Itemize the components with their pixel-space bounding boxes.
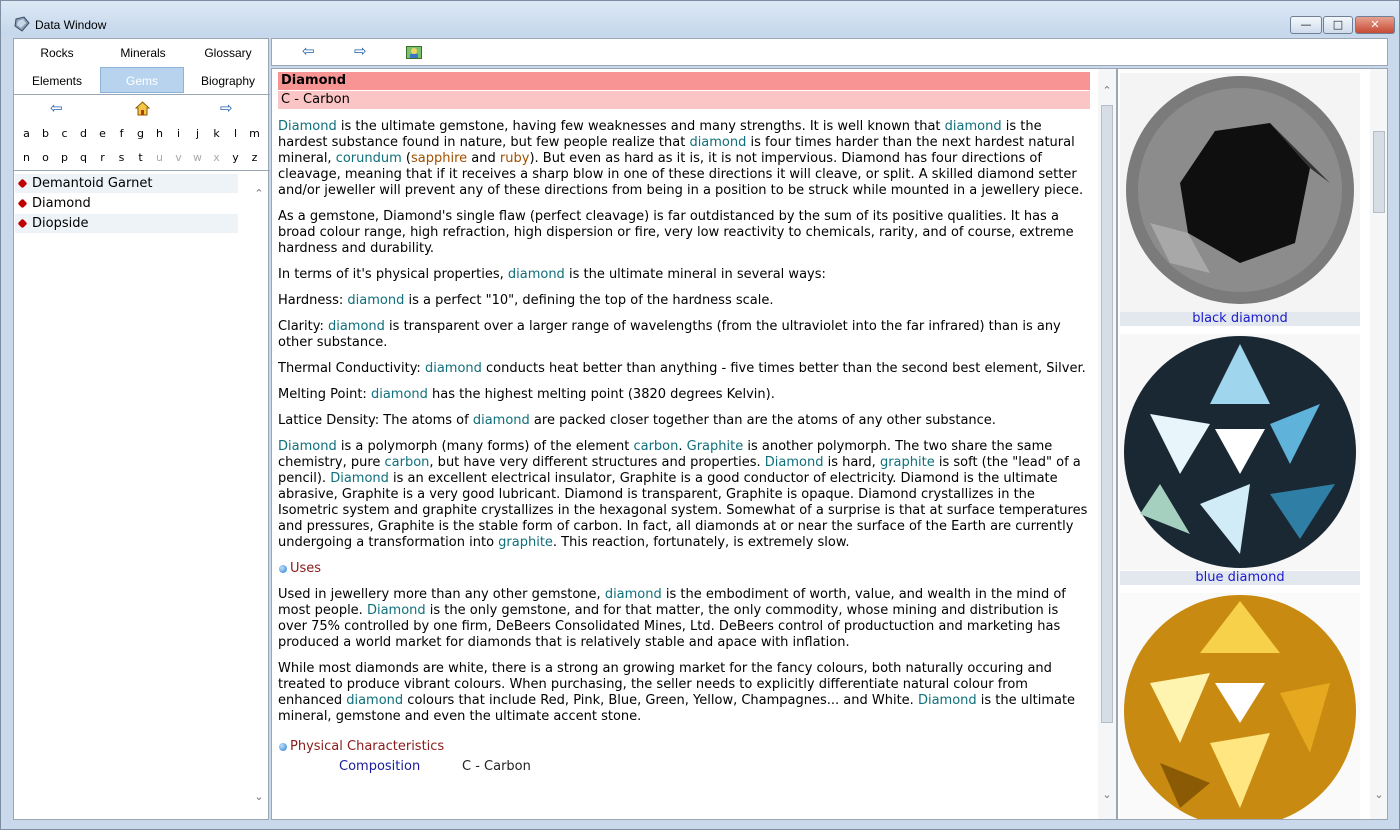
content-panel: [271, 68, 1117, 820]
list-scroll-up-button[interactable]: ⌃: [254, 187, 264, 200]
term-link[interactable]: Diamond: [764, 455, 824, 470]
back-arrow-icon[interactable]: ⇦: [50, 99, 63, 117]
term-link[interactable]: diamond: [346, 693, 404, 708]
section-heading: Physical Characteristics: [290, 739, 445, 754]
letter-index-row-2: [17, 151, 267, 165]
home-icon[interactable]: [135, 101, 150, 116]
term-link[interactable]: Diamond: [278, 119, 337, 134]
term-link[interactable]: Diamond: [330, 471, 389, 486]
paragraph: [278, 293, 1090, 309]
term-link[interactable]: diamond: [327, 319, 385, 334]
letter-link[interactable]: s: [118, 151, 125, 164]
letter-link[interactable]: m: [249, 127, 260, 140]
text: In terms of it's physical properties,: [278, 267, 508, 282]
divider: [14, 94, 270, 95]
term-link[interactable]: diamond: [472, 413, 530, 428]
text: are packed closer together than are the atoms of any other substance.: [529, 413, 996, 428]
paragraph: [278, 119, 1090, 199]
paragraph: [278, 439, 1090, 551]
term-link[interactable]: diamond: [370, 387, 428, 402]
gem-bullet-icon: [18, 219, 28, 229]
image-scroll-thumb[interactable]: [1373, 131, 1385, 213]
text: Used in jewellery more than any other gemstone,: [278, 587, 605, 602]
text: is hard,: [823, 455, 880, 470]
paragraph: [278, 361, 1090, 377]
letter-link[interactable]: p: [61, 151, 68, 164]
list-item-label: Diopside: [32, 216, 89, 231]
text: is transparent over a larger range of wavelengths (from the ultraviolet into the far infrared) than is any other substance.: [278, 319, 1061, 350]
black-diamond-image[interactable]: [1120, 73, 1360, 313]
tab-rocks[interactable]: Rocks: [40, 46, 74, 60]
tab-minerals[interactable]: Minerals: [120, 46, 166, 60]
image-scrollbar[interactable]: [1370, 69, 1388, 819]
section-physical[interactable]: [278, 739, 1090, 755]
content-scroll-thumb[interactable]: [1101, 105, 1113, 723]
property-row: [278, 759, 1090, 775]
text: is soft (the "lead" of a pencil).: [278, 455, 1081, 486]
letter-link[interactable]: g: [137, 127, 144, 140]
image-scroll-down-button[interactable]: ⌄: [1374, 788, 1384, 801]
letter-link[interactable]: x: [213, 151, 220, 164]
text: is four times harder than the next hardest natural mineral,: [278, 135, 1075, 166]
letter-link[interactable]: a: [23, 127, 30, 140]
letter-link[interactable]: r: [100, 151, 105, 164]
letter-link[interactable]: c: [61, 127, 68, 140]
list-item[interactable]: [15, 174, 238, 193]
close-button[interactable]: ✕: [1355, 16, 1395, 34]
letter-link[interactable]: o: [42, 151, 49, 164]
list-item-label: Diamond: [32, 196, 91, 211]
text: conducts heat better than anything - five times better than the second best element, Silver.: [481, 361, 1086, 376]
section-bullet-icon: [279, 565, 287, 573]
text: Melting Point:: [278, 387, 371, 402]
tab-biography[interactable]: Biography: [200, 74, 256, 88]
term-link[interactable]: Diamond: [366, 603, 426, 618]
text: colours that include Red, Pink, Blue, Green, Yellow, Champagnes... and White.: [403, 693, 918, 708]
paragraph: As a gemstone, Diamond's single flaw (perfect cleavage) is far outdistanced by the sum of its positive qualities. It has a broad colour range, high refraction, high dispersion or fire, very low reactivity to chemicals, rarity, and of course, extreme hardness and durability.: [278, 209, 1074, 256]
property-label: Composition: [339, 759, 421, 774]
text: ). But even as hard as it is, it is not impervious. Diamond has four directions of cleavage, meaning that if it receives a sharp blow in one of these directions it will cleave, or split. A skilled diamond setter and/or jeweller will prevent any of these directions from being in a position to be struck while mounted in a jewellery piece.: [278, 151, 1084, 198]
letter-link[interactable]: z: [251, 151, 258, 164]
letter-link[interactable]: q: [80, 151, 87, 164]
text: has the highest melting point (3820 degrees Kelvin).: [427, 387, 775, 402]
term-link[interactable]: sapphire: [411, 151, 468, 166]
letter-link[interactable]: j: [195, 127, 200, 140]
text: is another polymorph. The two share the same chemistry, pure: [278, 439, 1053, 470]
text: Lattice Density: The atoms of: [278, 413, 473, 428]
term-link[interactable]: Diamond: [278, 439, 337, 454]
text: While most diamonds are white, there is a strong an growing market for the fancy colours, both naturally occuring and treated to produce vibrant colours. When purchasing, the seller needs to explicitly differentiate natural colour from enhanced: [278, 661, 1052, 708]
term-link[interactable]: graphite: [498, 535, 553, 550]
section-bullet-icon: [279, 743, 287, 751]
text: Hardness:: [278, 293, 348, 308]
maximize-button[interactable]: □: [1323, 16, 1353, 34]
minimize-button[interactable]: —: [1290, 16, 1322, 34]
text: Thermal Conductivity:: [278, 361, 425, 376]
gem-bullet-icon: [18, 179, 28, 189]
letter-index-row-1: [17, 127, 267, 141]
term-link[interactable]: Diamond: [917, 693, 977, 708]
left-panel: [13, 38, 269, 820]
letter-link[interactable]: n: [23, 151, 30, 164]
term-link[interactable]: carbon: [633, 439, 679, 454]
paragraph: [278, 661, 1090, 725]
text: is the ultimate mineral, gemstone and even the ultimate accent stone.: [278, 693, 1076, 724]
image-caption[interactable]: blue diamond: [1120, 571, 1360, 585]
content-scroll-up-button[interactable]: ⌃: [1102, 84, 1112, 97]
property-value: C - Carbon: [462, 759, 531, 774]
article-subtitle: C - Carbon: [278, 91, 1090, 109]
tab-glossary[interactable]: Glossary: [204, 46, 252, 60]
text: , but have very different structures and properties.: [429, 455, 765, 470]
content-scroll-down-button[interactable]: ⌄: [1102, 788, 1112, 801]
term-link[interactable]: Graphite: [686, 439, 744, 454]
content-toolbar: [271, 38, 1388, 66]
text: is the embodiment of worth, value, and wealth in the mind of most people.: [278, 587, 1066, 618]
letter-link[interactable]: v: [175, 151, 182, 164]
letter-link[interactable]: h: [156, 127, 163, 140]
article: [278, 72, 1090, 775]
text: is the ultimate gemstone, having few weaknesses and many strengths. It is well known that: [336, 119, 945, 134]
term-link[interactable]: carbon: [384, 455, 430, 470]
blue-diamond-image[interactable]: [1120, 334, 1360, 570]
text: and: [467, 151, 500, 166]
letter-link[interactable]: b: [42, 127, 49, 140]
term-link[interactable]: diamond: [689, 135, 747, 150]
paragraph: [278, 267, 1090, 283]
tab-gems[interactable]: Gems: [100, 67, 184, 93]
content-scrollbar[interactable]: [1098, 69, 1116, 819]
text: Clarity:: [278, 319, 328, 334]
picture-icon[interactable]: [406, 46, 422, 59]
text: (: [401, 151, 412, 166]
image-panel: [1117, 68, 1388, 820]
text: is the hardest substance found in nature, but few people realize that: [278, 119, 1042, 150]
paragraph: [278, 319, 1090, 351]
letter-link[interactable]: e: [99, 127, 106, 140]
article-title: Diamond: [278, 72, 1090, 90]
term-link[interactable]: diamond: [424, 361, 482, 376]
letter-link[interactable]: l: [233, 127, 238, 140]
yellow-diamond-image[interactable]: [1120, 593, 1360, 820]
term-link[interactable]: diamond: [944, 119, 1002, 134]
term-link[interactable]: diamond: [507, 267, 565, 282]
letter-link[interactable]: w: [193, 151, 202, 164]
tab-elements[interactable]: Elements: [31, 74, 83, 88]
term-link[interactable]: corundum: [335, 151, 402, 166]
forward-arrow-icon[interactable]: ⇨: [220, 99, 233, 117]
section-uses[interactable]: [278, 561, 1090, 577]
letter-link[interactable]: d: [80, 127, 87, 140]
section-heading: Uses: [290, 561, 322, 576]
content-back-icon[interactable]: ⇦: [302, 42, 315, 60]
list-item[interactable]: [15, 194, 238, 213]
text: is an excellent electrical insulator, Graphite is a good conductor of electricity. Diamond is the ultimate abrasive, Graphite is a very good lubricant. Diamond is transparent, Graphite is opaque. Diamond crystallizes in the Isometric system and graphite crystallizes in the hexagonal system. Somewhat of a surprise is that at surface temperatures and pressures, Graphite is the stable form of carbon. In fact, all diamonds at or near the surface of the Earth are currently undergoing a transformation into: [278, 471, 1088, 550]
term-link[interactable]: diamond: [604, 587, 662, 602]
letter-link[interactable]: f: [119, 127, 124, 140]
title-bar: [0, 0, 1400, 36]
paragraph: [278, 413, 1090, 429]
term-link[interactable]: graphite: [879, 455, 935, 470]
app-icon: [14, 16, 30, 32]
letter-link[interactable]: t: [138, 151, 143, 164]
text: .: [678, 439, 687, 454]
image-caption[interactable]: black diamond: [1120, 312, 1360, 326]
term-link[interactable]: diamond: [347, 293, 405, 308]
letter-link[interactable]: i: [176, 127, 181, 140]
content-forward-icon[interactable]: ⇨: [354, 42, 367, 60]
letter-link[interactable]: u: [156, 151, 163, 164]
letter-link[interactable]: y: [232, 151, 239, 164]
window-title: Data Window: [35, 18, 107, 32]
paragraph: [278, 387, 1090, 403]
list-scroll-down-button[interactable]: ⌄: [254, 790, 264, 803]
text: is the only gemstone, and for that matter, the only commodity, whose mining and distribution is over 75% controlled by one firm, DeBeers Consolidated Mines, Ltd. DeBeers control of productuction and marketing has produced a world market for diamonds that is relatively stable and apace with inflation.: [278, 603, 1061, 650]
gem-bullet-icon: [18, 199, 28, 209]
letter-link[interactable]: k: [213, 127, 220, 140]
text: is the ultimate mineral in several ways:: [564, 267, 826, 282]
text: is a perfect "10", defining the top of the hardness scale.: [404, 293, 774, 308]
paragraph: [278, 587, 1090, 651]
list-item[interactable]: [15, 214, 238, 233]
term-link[interactable]: ruby: [499, 151, 530, 166]
list-item-label: Demantoid Garnet: [32, 176, 153, 191]
text: is a polymorph (many forms) of the element: [336, 439, 634, 454]
divider: [14, 170, 270, 171]
text: . This reaction, fortunately, is extremely slow.: [552, 535, 850, 550]
